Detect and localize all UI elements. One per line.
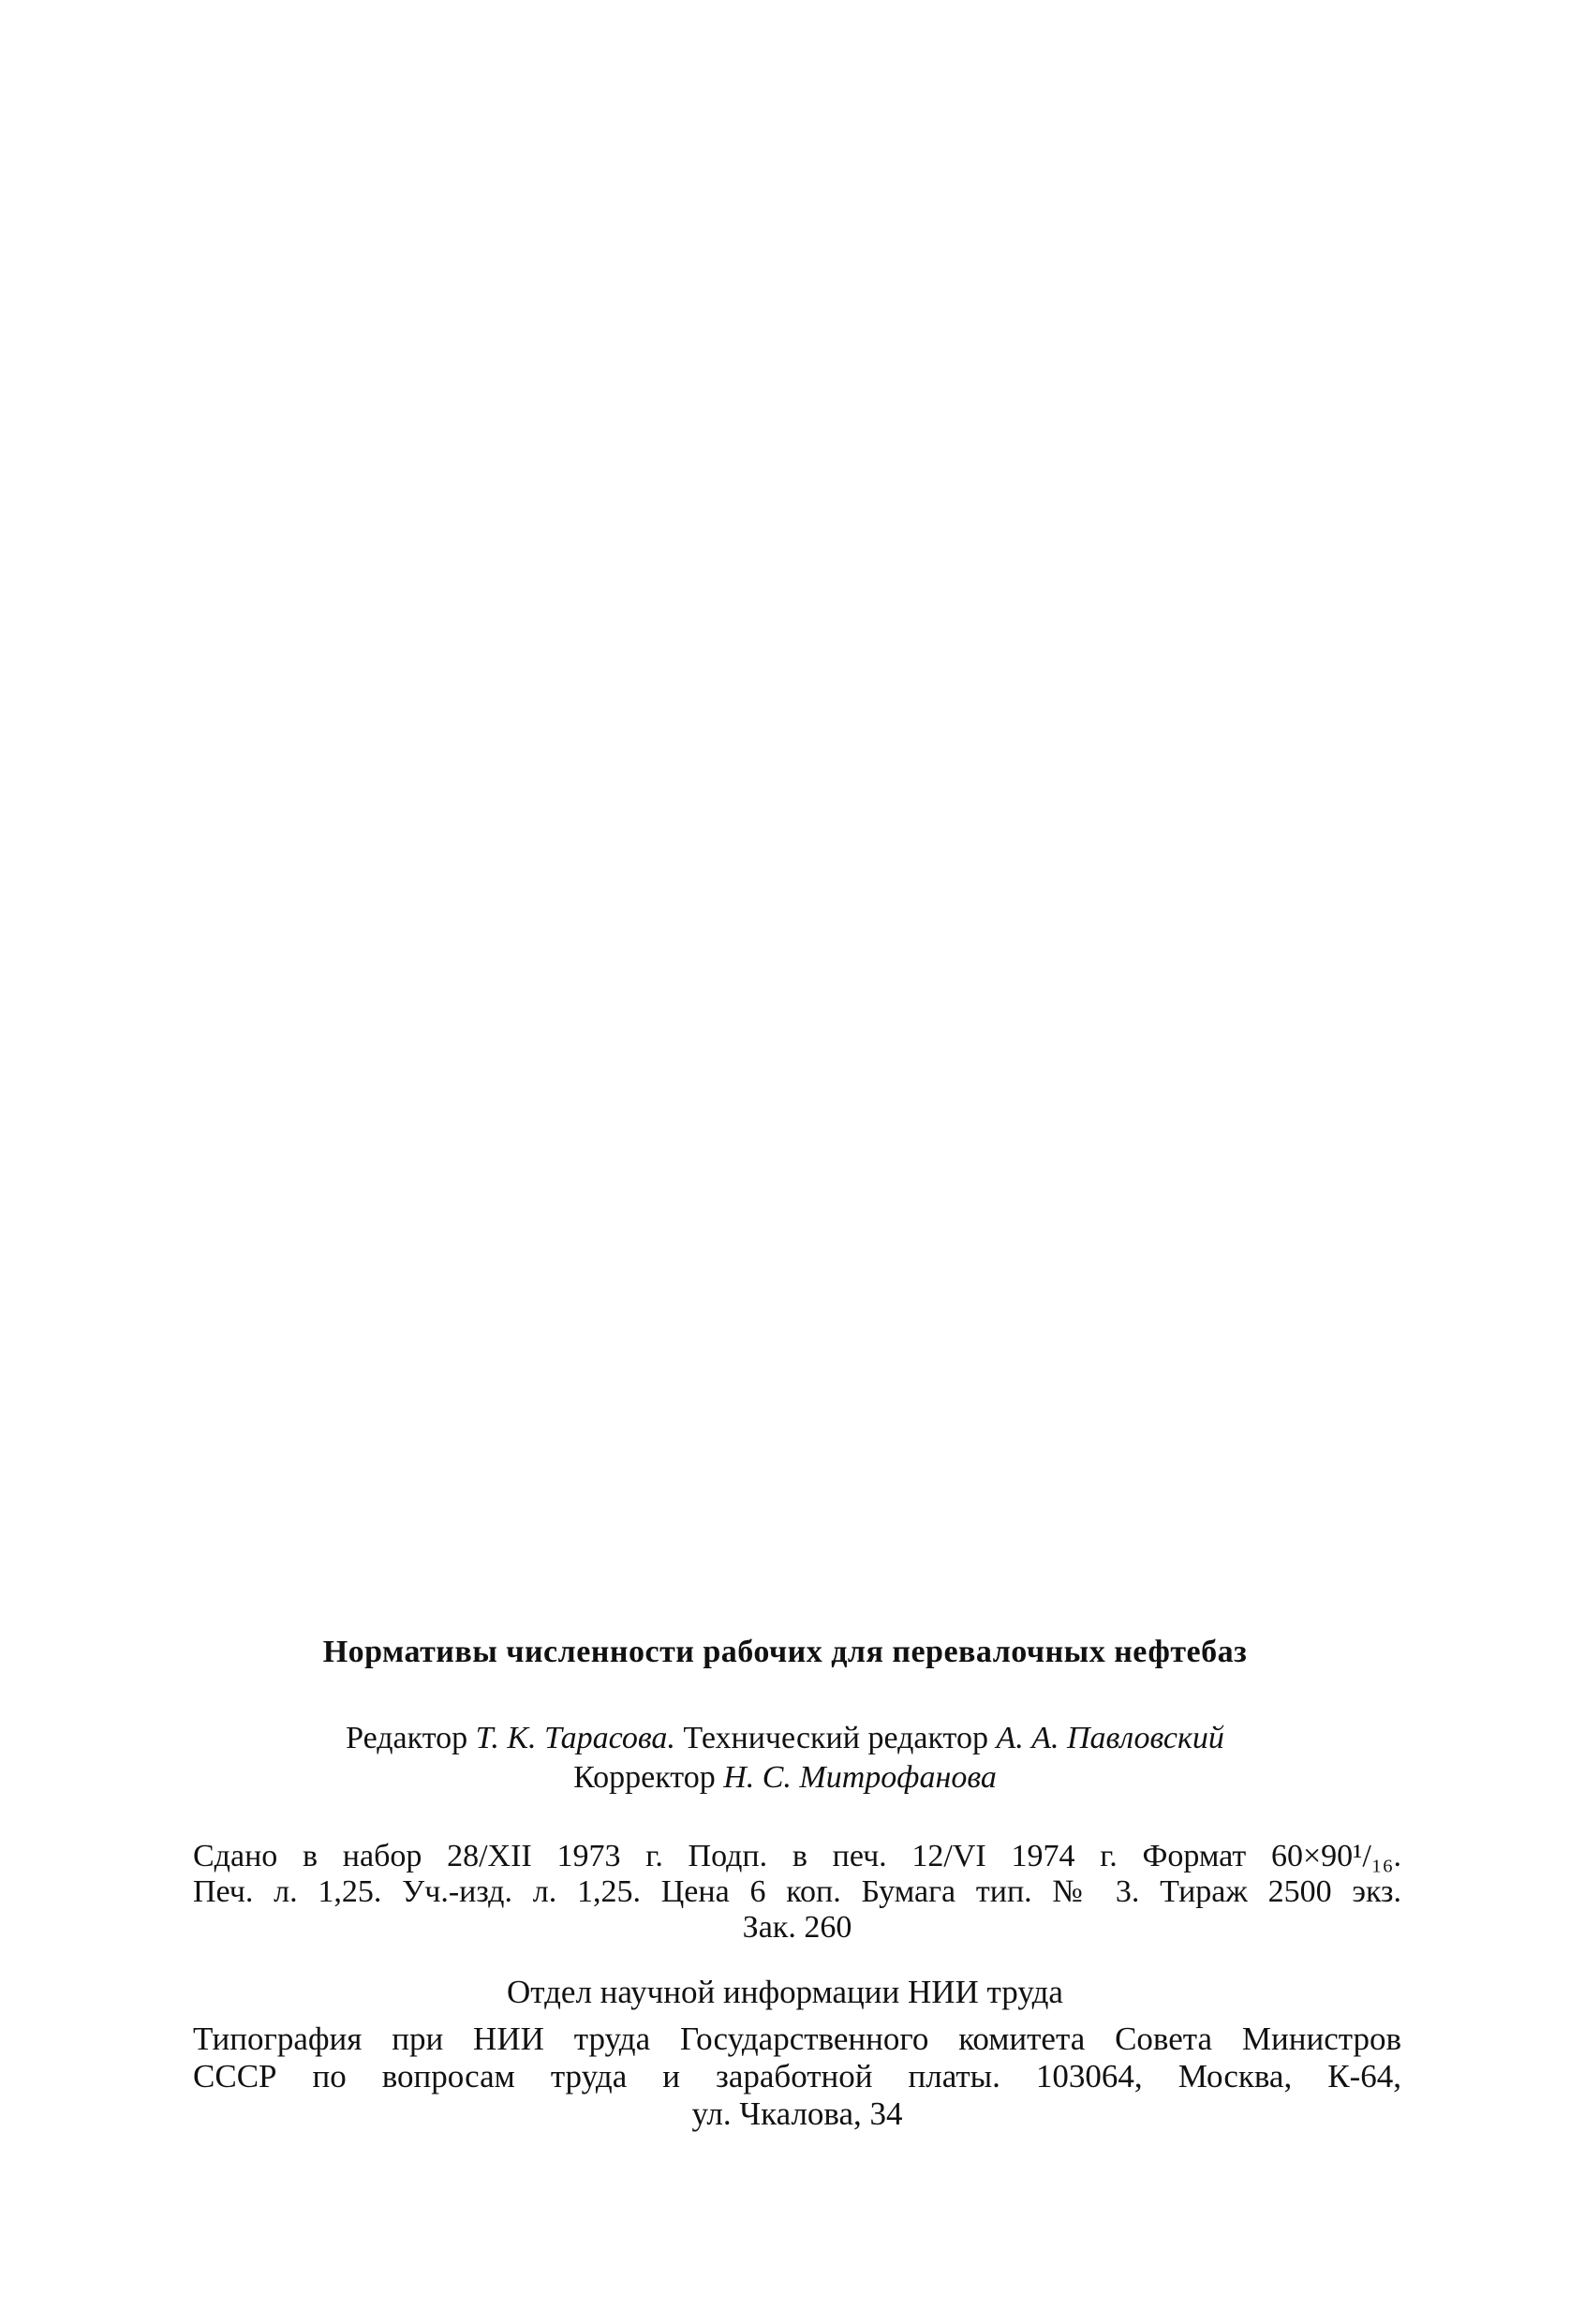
- corrector-line: [0, 1758, 1570, 1798]
- corrector-name: Н. С. Митрофанова: [723, 1760, 997, 1795]
- editors-line: [0, 1719, 1570, 1758]
- printing-details: [193, 1839, 1401, 1946]
- typography-line-2: СССР по вопросам труда и заработной платы. 103064, Москва, К-64,: [193, 2058, 1401, 2095]
- printing-line-2: Печ. л. 1,25. Уч.-изд. л. 1,25. Цена 6 коп. Бумага тип. № 3. Тираж 2500 экз.: [193, 1874, 1401, 1909]
- tech-editor-name: А. А. Павловский: [996, 1721, 1224, 1755]
- corrector-label: Корректор: [573, 1760, 716, 1795]
- order-number: Зак. 260: [742, 1910, 852, 1945]
- editor-label: Редактор: [346, 1721, 468, 1755]
- typography-line-3: ул. Чкалова, 34: [691, 2095, 903, 2132]
- typography-line-1: Типография при НИИ труда Государственного комитета Совета Министров: [193, 2021, 1401, 2057]
- editor-name: Т. К. Тарасова.: [475, 1721, 675, 1755]
- department: Отдел научной информации НИИ труда: [507, 1974, 1063, 2010]
- printing-line-1: Сдано в набор 28/XII 1973 г. Подп. в печ. 12/VI 1974 г. Формат 60×90¹/₁₆.: [193, 1839, 1401, 1873]
- typography-address: [193, 2021, 1401, 2133]
- tech-editor-label: Технический редактор: [683, 1721, 988, 1755]
- book-title: Нормативы численности рабочих для перевалочных нефтебаз: [322, 1635, 1248, 1669]
- credits: [0, 1719, 1570, 1798]
